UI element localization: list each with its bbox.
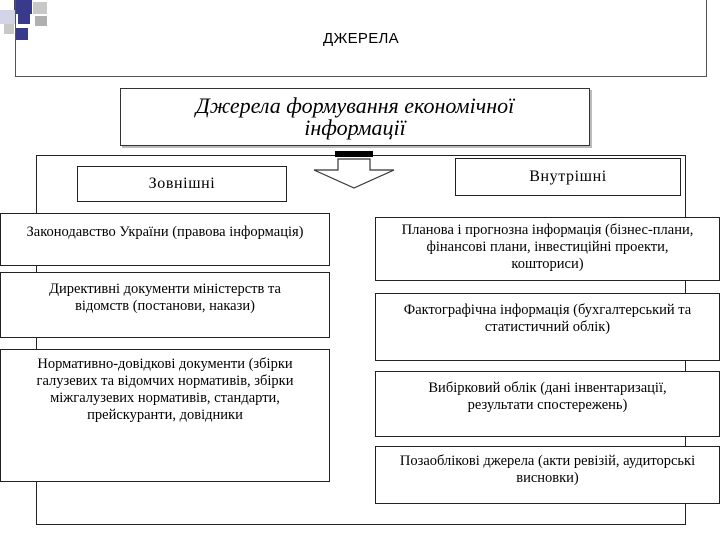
- main-topic-line-2: інформації: [304, 115, 406, 140]
- external-item-normative: [0, 349, 330, 482]
- item-line: кошториси): [511, 256, 584, 272]
- internal-item-sampling: [375, 371, 720, 437]
- square-mid: [0, 10, 16, 24]
- internal-heading: Внутрішні: [455, 158, 681, 196]
- item-line: галузевих та відомчих нормативів, збірки: [36, 373, 294, 389]
- item-line: фінансові плани, інвестиційні проекти,: [426, 239, 669, 255]
- internal-item-offbook: [375, 446, 720, 504]
- item-line: Позаоблікові джерела (акти ревізій, аудиторські: [399, 453, 696, 469]
- item-line: Нормативно-довідкові документи (збірки: [37, 356, 293, 372]
- title-box: [15, 0, 707, 77]
- item-line: Директивні документи міністерств та: [49, 281, 281, 297]
- main-topic-line-1: Джерела формування економічної: [195, 93, 515, 118]
- square-light-bottom: [4, 24, 14, 34]
- item-line: результати спостережень): [467, 397, 628, 413]
- item-line: Вибірковий облік (дані інвентаризації,: [428, 380, 667, 396]
- external-item-directives: [0, 272, 330, 338]
- item-line: прейскуранти, довідники: [87, 407, 243, 423]
- external-heading: Зовнішні: [77, 166, 287, 202]
- connector-bar: [335, 151, 373, 157]
- down-arrow-icon: [312, 158, 396, 190]
- item-line: Планова і прогнозна інформація (бізнес-плани,: [401, 222, 694, 238]
- page-title: ДЖЕРЕЛА: [323, 30, 399, 47]
- item-line: статистичний облік): [484, 319, 611, 335]
- internal-item-planning: [375, 217, 720, 281]
- item-line: Законодавство України (правова інформація): [26, 224, 304, 240]
- main-topic-box: [120, 88, 590, 146]
- external-item-legislation: [0, 213, 330, 266]
- item-line: відомств (постанови, накази): [75, 298, 255, 314]
- item-line: висновки): [516, 470, 579, 486]
- item-line: Фактографічна інформація (бухгалтерський та: [403, 302, 692, 318]
- internal-item-factual: [375, 293, 720, 361]
- item-line: міжгалузевих нормативів, стандарти,: [50, 390, 280, 406]
